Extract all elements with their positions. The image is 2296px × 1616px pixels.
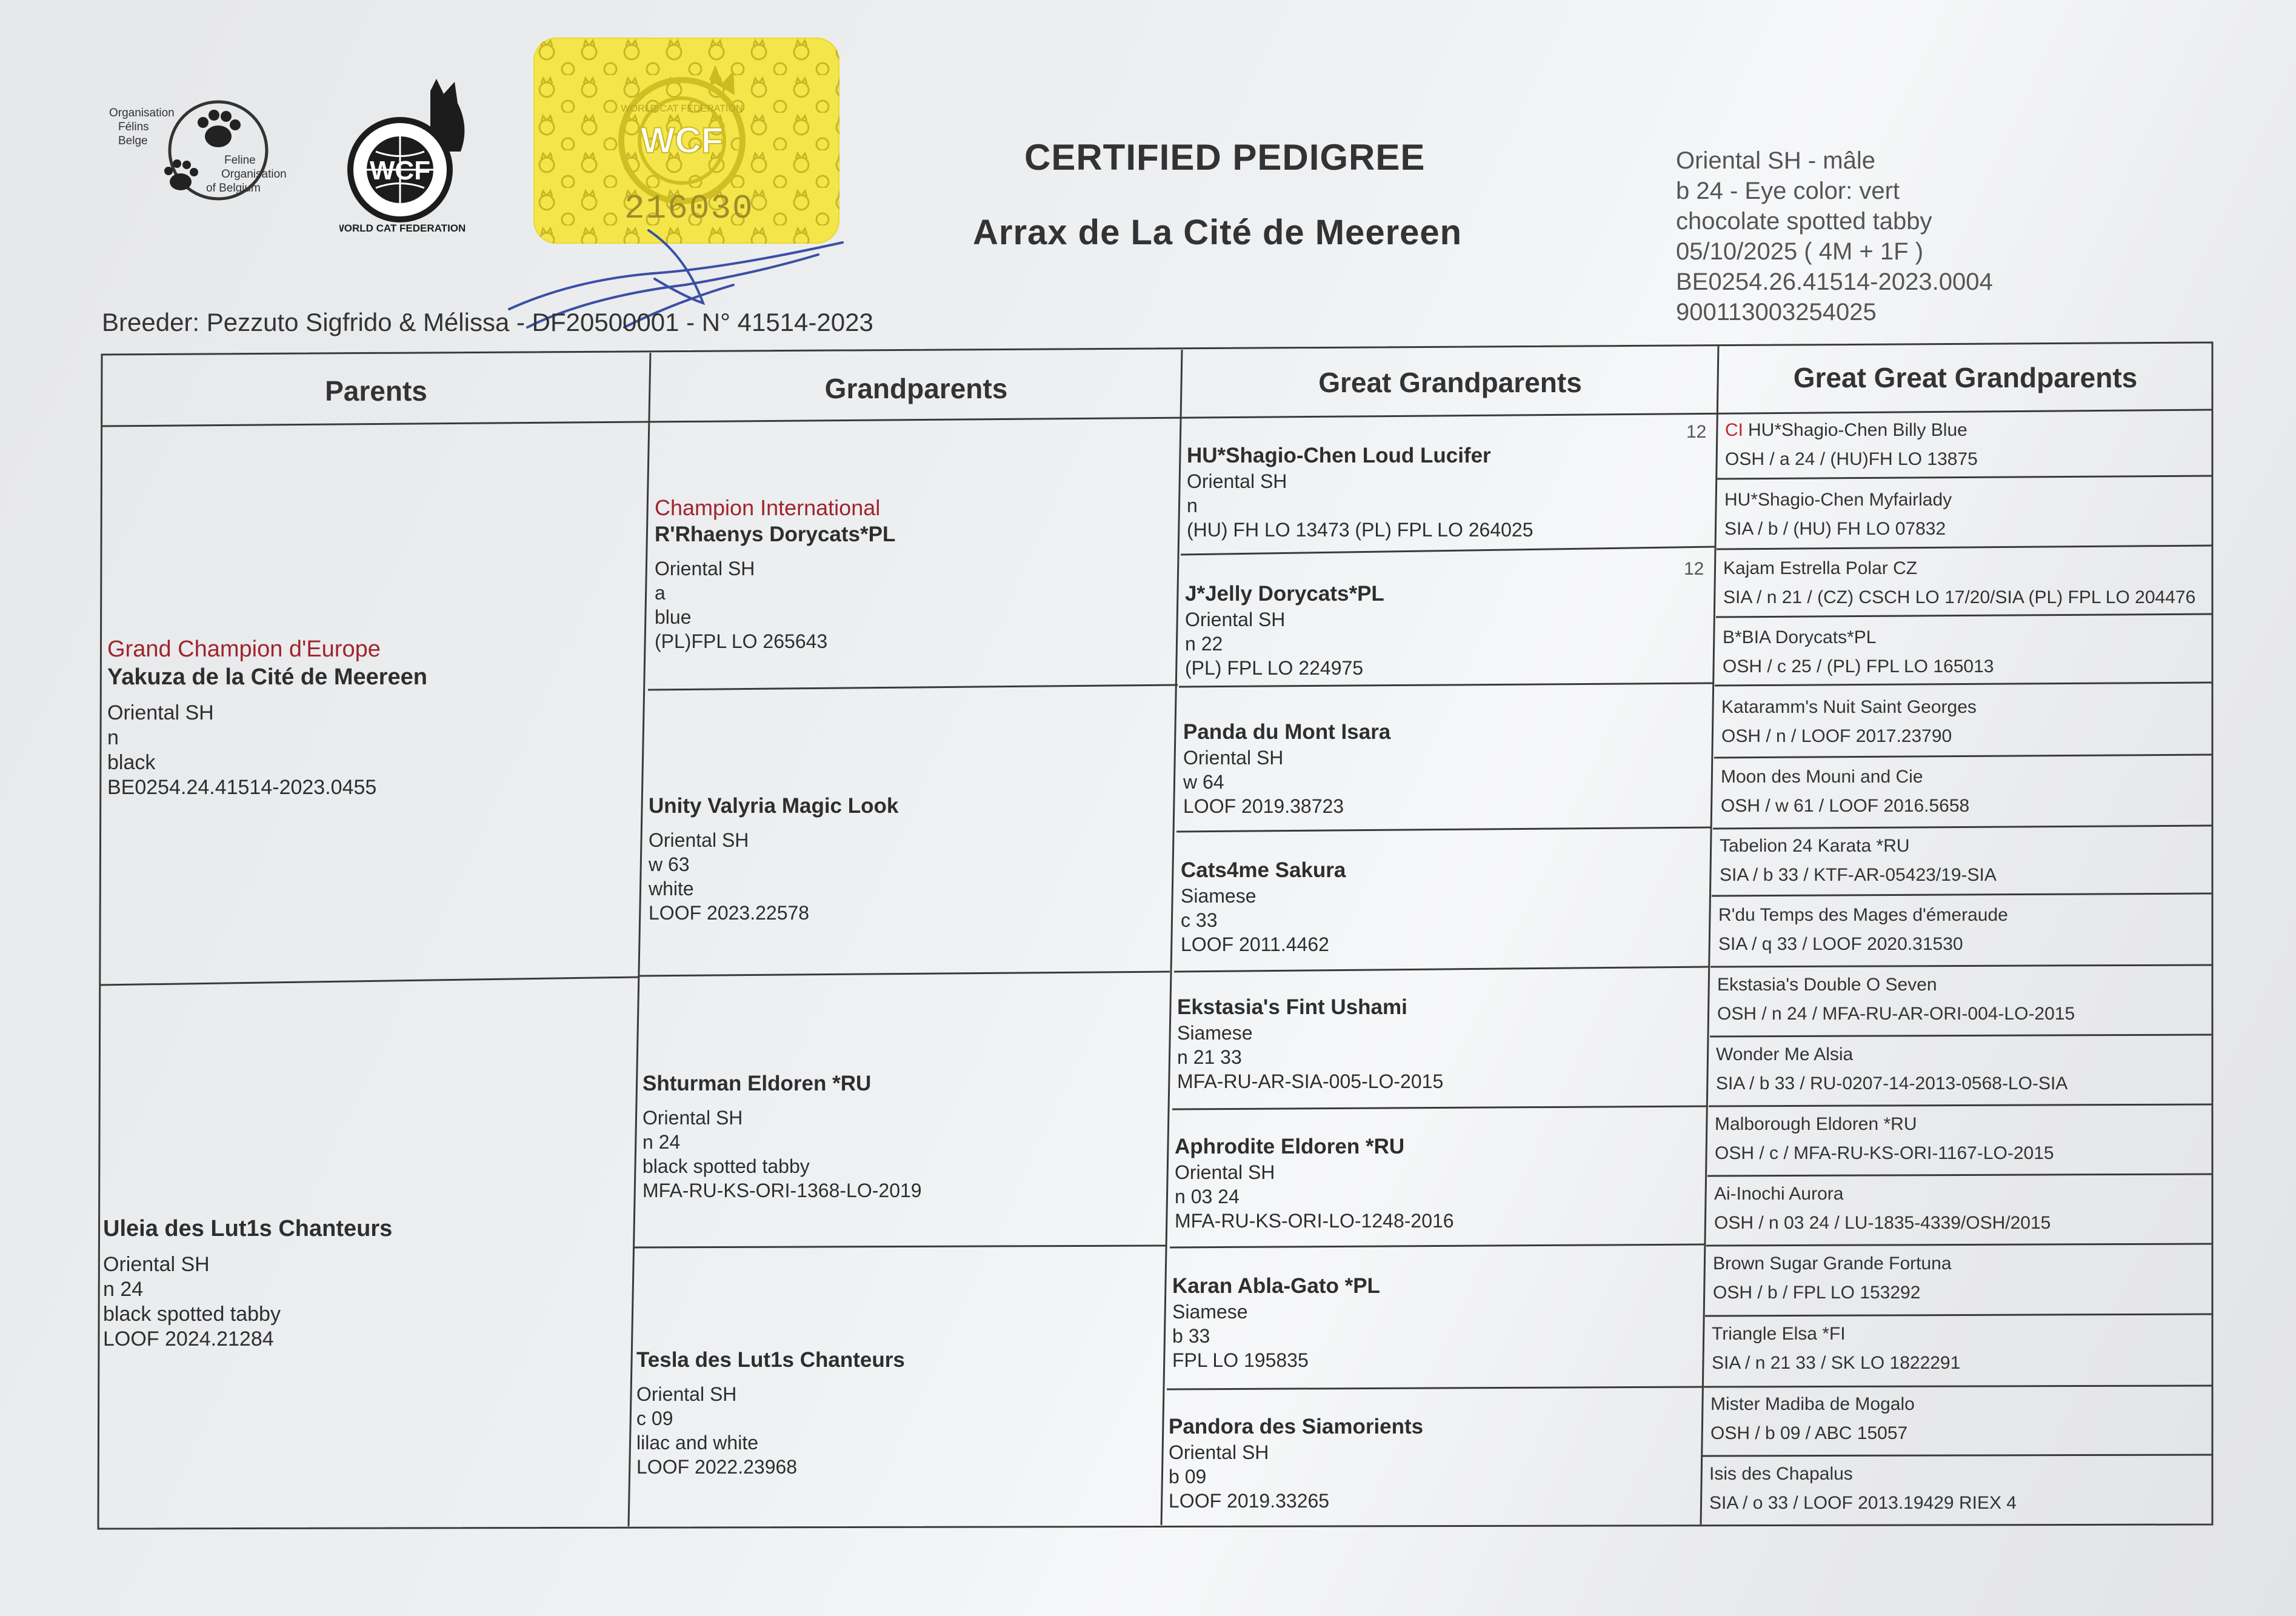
grandparent-breed: Oriental SH: [642, 1107, 743, 1129]
column-header-great-great-grandparents: Great Great Grandparents: [1793, 362, 2138, 393]
gg-breed: Oriental SH: [1175, 1161, 1275, 1183]
grandparent-title: Champion International: [655, 495, 881, 520]
gg-registration: LOOF 2019.38723: [1183, 795, 1344, 817]
ggg-detail: OSH / a 24 / (HU)FH LO 13875: [1725, 449, 1978, 469]
ggg-name: Kataramm's Nuit Saint Georges: [1721, 697, 1977, 717]
parent-registration: BE0254.24.41514-2023.0455: [107, 776, 377, 799]
grandparent-color: black spotted tabby: [642, 1155, 810, 1177]
breed-sex: Oriental SH - mâle: [1676, 147, 1875, 174]
ggg-detail: OSH / n 24 / MFA-RU-AR-ORI-004-LO-2015: [1717, 1004, 2075, 1024]
ggg-detail: OSH / b 09 / ABC 15057: [1710, 1423, 1908, 1443]
gg-ems: n 21 33: [1177, 1046, 1242, 1068]
parent-sire: [107, 635, 427, 800]
ggg-5: [1721, 695, 1977, 749]
ggg-name: HU*Shagio-Chen Myfairlady: [1724, 490, 1952, 510]
grandparent-4: [636, 1347, 905, 1479]
svg-text:Félins: Félins: [118, 121, 149, 133]
ggg-name: Tabelion 24 Karata *RU: [1720, 836, 1910, 856]
parent-name: Yakuza de la Cité de Meereen: [107, 664, 428, 690]
ggg-14: [1712, 1322, 1960, 1375]
ggg-detail: SIA / n 21 / (CZ) CSCH LO 17/20/SIA (PL) FPL LO 204476: [1723, 587, 2196, 607]
ggg-detail: OSH / n 03 24 / LU-1835-4339/OSH/2015: [1714, 1213, 2051, 1233]
certificate-title: CERTIFIED PEDIGREE: [1024, 137, 1426, 178]
ggg-13: [1713, 1252, 1952, 1305]
ggg-name: R'du Temps des Mages d'émeraude: [1718, 905, 2008, 925]
grandparent-name: R'Rhaenys Dorycats*PL: [655, 523, 896, 546]
gg-name: Aphrodite Eldoren *RU: [1175, 1135, 1405, 1158]
gg-badge: 12: [1686, 422, 1707, 442]
ggg-detail: OSH / n / LOOF 2017.23790: [1721, 726, 1952, 746]
svg-text:WORLD CAT FEDERATION: WORLD CAT FEDERATION: [621, 104, 743, 114]
ggg-12: [1714, 1182, 2051, 1235]
column-header-parents: Parents: [325, 375, 427, 407]
svg-text:WCF: WCF: [640, 120, 724, 161]
ggg-10: [1716, 1043, 2067, 1096]
sticker-serial-number: 216030: [624, 189, 754, 228]
gg-ems: b 09: [1169, 1466, 1207, 1487]
ggg-name: HU*Shagio-Chen Billy Blue: [1748, 420, 1967, 440]
ggg-11: [1715, 1112, 2054, 1166]
svg-text:Belge: Belge: [118, 135, 148, 147]
gg-name: J*Jelly Dorycats*PL: [1185, 582, 1384, 606]
ci-title: CI: [1725, 420, 1743, 440]
ggg-detail: OSH / c 25 / (PL) FPL LO 165013: [1723, 656, 1994, 676]
gg-registration: MFA-RU-AR-SIA-005-LO-2015: [1177, 1070, 1444, 1092]
ggg-name: Mister Madiba de Mogalo: [1710, 1394, 1915, 1414]
parent-dam: [103, 1215, 392, 1352]
ggg-detail: OSH / c / MFA-RU-KS-ORI-1167-LO-2015: [1715, 1143, 2054, 1163]
ggg-3: [1723, 556, 2195, 610]
gg-name: HU*Shagio-Chen Loud Lucifer: [1187, 444, 1491, 467]
svg-text:Feline: Feline: [224, 154, 256, 167]
gg-registration: (HU) FH LO 13473 (PL) FPL LO 264025: [1187, 519, 1533, 541]
gg-ems: b 33: [1172, 1325, 1210, 1347]
ggg-detail: SIA / o 33 / LOOF 2013.19429 RIEX 4: [1709, 1493, 2017, 1513]
ggg-15: [1710, 1392, 1915, 1446]
grandparent-2: [649, 793, 898, 925]
grandparent-name: Shturman Eldoren *RU: [642, 1072, 872, 1095]
gg-name: Pandora des Siamorients: [1169, 1415, 1424, 1438]
parent-breed: Oriental SH: [103, 1253, 210, 1276]
parent-breed: Oriental SH: [107, 701, 214, 724]
ggg-detail: SIA / b 33 / RU-0207-14-2013-0568-LO-SIA: [1716, 1073, 2068, 1093]
ggg-6: [1721, 765, 1969, 818]
gg-breed: Oriental SH: [1185, 609, 1286, 630]
grandparent-name: Unity Valyria Magic Look: [649, 794, 899, 818]
svg-text:Organisation: Organisation: [109, 107, 175, 119]
grandparent-registration: MFA-RU-KS-ORI-1368-LO-2019: [642, 1180, 922, 1201]
gg-ems: n 03 24: [1175, 1186, 1240, 1207]
gg-registration: LOOF 2011.4462: [1181, 933, 1329, 955]
gg-name: Karan Abla-Gato *PL: [1172, 1274, 1380, 1298]
gg-registration: (PL) FPL LO 224975: [1185, 657, 1364, 679]
grandparent-registration: (PL)FPL LO 265643: [655, 630, 828, 652]
grandparent-ems: w 63: [649, 853, 690, 875]
ggg-detail: OSH / w 61 / LOOF 2016.5658: [1721, 796, 1970, 816]
ggg-name: Malborough Eldoren *RU: [1715, 1114, 1917, 1134]
gg-registration: FPL LO 195835: [1172, 1349, 1309, 1371]
gg-ems: n: [1187, 495, 1198, 516]
ggg-detail: OSH / b / FPL LO 153292: [1713, 1283, 1921, 1303]
great-grandparent-2: [1185, 581, 1384, 680]
grandparent-color: blue: [655, 606, 692, 628]
ggg-detail: SIA / n 21 33 / SK LO 1822291: [1712, 1353, 1961, 1373]
column-header-great-grandparents: Great Grandparents: [1318, 367, 1582, 398]
gg-breed: Siamese: [1181, 885, 1256, 907]
grandparent-name: Tesla des Lut1s Chanteurs: [636, 1348, 905, 1372]
great-grandparent-1: [1187, 442, 1533, 542]
gg-ems: w 64: [1183, 771, 1224, 793]
gg-badge: 12: [1684, 559, 1704, 579]
ggg-name: Ekstasia's Double O Seven: [1717, 975, 1937, 995]
parent-registration: LOOF 2024.21284: [103, 1327, 274, 1351]
grandparent-color: lilac and white: [636, 1432, 758, 1454]
svg-text:of Belgium: of Belgium: [206, 182, 261, 195]
great-grandparent-3: [1183, 719, 1390, 818]
gg-registration: MFA-RU-KS-ORI-LO-1248-2016: [1175, 1210, 1454, 1232]
ggg-8: [1718, 903, 2008, 957]
ggg-7: [1720, 834, 1997, 887]
ems-eye-color: b 24 - Eye color: vert: [1676, 178, 1900, 204]
gg-breed: Oriental SH: [1169, 1441, 1269, 1463]
gg-ems: c 33: [1181, 909, 1218, 931]
gg-name: Ekstasia's Fint Ushami: [1177, 995, 1407, 1019]
birth-date-litter: 05/10/2025 ( 4M + 1F ): [1676, 238, 1924, 265]
parent-title: Grand Champion d'Europe: [107, 636, 381, 662]
ggg-4: [1723, 626, 1994, 679]
svg-text:WORLD CAT FEDERATION: WORLD CAT FEDERATION: [339, 222, 466, 234]
great-grandparent-6: [1175, 1134, 1454, 1233]
column-header-grandparents: Grandparents: [824, 373, 1008, 404]
ggg-name: Ai-Inochi Aurora: [1714, 1184, 1844, 1204]
grandparent-breed: Oriental SH: [649, 829, 749, 851]
grandparent-ems: n 24: [642, 1131, 681, 1153]
great-grandparent-5: [1177, 994, 1443, 1093]
ggg-1: [1725, 418, 1978, 472]
ggg-detail: SIA / q 33 / LOOF 2020.31530: [1718, 934, 1963, 954]
ggg-detail: SIA / b / (HU) FH LO 07832: [1724, 519, 1946, 539]
grandparent-registration: LOOF 2023.22578: [649, 902, 810, 924]
ggg-9: [1717, 973, 2075, 1026]
chip-number: 900113003254025: [1676, 299, 1877, 326]
grandparent-ems: a: [655, 582, 666, 604]
ggg-name: Triangle Elsa *FI: [1712, 1324, 1846, 1344]
gg-breed: Oriental SH: [1187, 470, 1287, 492]
gg-ems: n 22: [1185, 633, 1223, 655]
coat-color: chocolate spotted tabby: [1676, 208, 1932, 235]
parent-color: black spotted tabby: [103, 1303, 281, 1326]
ggg-16: [1709, 1462, 2017, 1515]
great-grandparent-8: [1169, 1414, 1423, 1513]
parent-ems: n 24: [103, 1278, 144, 1301]
great-grandparent-7: [1172, 1273, 1380, 1372]
grandparent-breed: Oriental SH: [655, 558, 755, 579]
ggg-name: Brown Sugar Grande Fortuna: [1713, 1254, 1952, 1274]
svg-text:WCF: WCF: [369, 156, 431, 185]
parent-ems: n: [107, 726, 119, 749]
ggg-name: Kajam Estrella Polar CZ: [1723, 558, 1918, 578]
gg-name: Cats4me Sakura: [1181, 858, 1346, 882]
gg-breed: Siamese: [1172, 1301, 1248, 1323]
ggg-name: Moon des Mouni and Cie: [1721, 767, 1923, 787]
great-grandparent-4: [1181, 857, 1346, 957]
svg-text:Organisation: Organisation: [221, 168, 287, 181]
grandparent-1: [655, 495, 895, 653]
ggg-name: Wonder Me Alsia: [1716, 1044, 1854, 1064]
gg-breed: Oriental SH: [1183, 747, 1284, 769]
ggg-detail: SIA / b 33 / KTF-AR-05423/19-SIA: [1720, 865, 1997, 885]
grandparent-registration: LOOF 2022.23968: [636, 1456, 798, 1478]
grandparent-ems: c 09: [636, 1407, 673, 1429]
parent-name: Uleia des Lut1s Chanteurs: [103, 1216, 393, 1241]
gg-breed: Siamese: [1177, 1022, 1253, 1044]
grandparent-color: white: [649, 878, 694, 900]
ggg-name: Isis des Chapalus: [1709, 1464, 1853, 1484]
gg-registration: LOOF 2019.33265: [1169, 1490, 1330, 1512]
ggg-2: [1724, 488, 1952, 541]
parent-color: black: [107, 751, 156, 774]
registration-number: BE0254.26.41514-2023.0004: [1676, 269, 1993, 295]
ggg-name: B*BIA Dorycats*PL: [1723, 627, 1877, 647]
grandparent-3: [642, 1070, 922, 1203]
grandparent-breed: Oriental SH: [636, 1383, 737, 1405]
breeder-line: Breeder: Pezzuto Sigfrido & Mélissa - DF20500001 - N° 41514-2023: [102, 308, 873, 336]
cat-name: Arrax de La Cité de Meereen: [973, 213, 1463, 252]
gg-name: Panda du Mont Isara: [1183, 720, 1391, 744]
